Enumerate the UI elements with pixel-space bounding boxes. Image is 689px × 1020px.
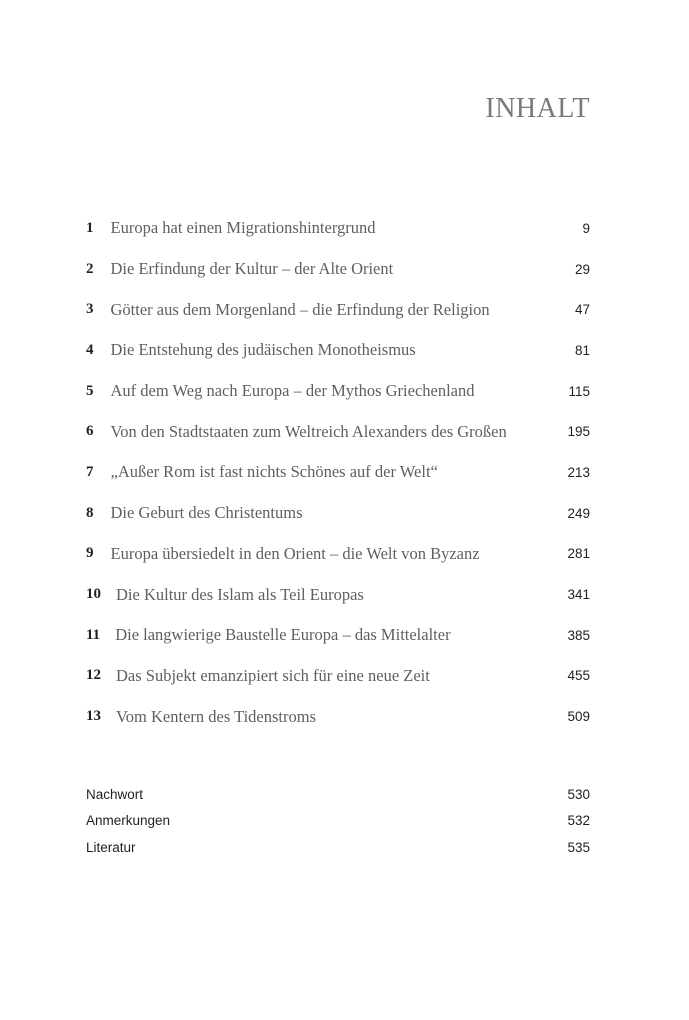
appendix-list bbox=[86, 781, 590, 861]
chapter-entry[interactable] bbox=[86, 615, 590, 656]
chapter-title: Götter aus dem Morgenland – die Erfindung der Religion bbox=[110, 299, 490, 319]
chapter-number: 10 bbox=[86, 586, 101, 603]
chapter-number: 3 bbox=[86, 301, 94, 318]
appendix-page-number: 532 bbox=[567, 813, 590, 829]
chapter-entry[interactable] bbox=[86, 330, 590, 371]
chapter-title: Das Subjekt emanzipiert sich für eine neue Zeit bbox=[116, 665, 430, 685]
chapter-page-number: 81 bbox=[574, 342, 590, 358]
chapter-title: Von den Stadtstaaten zum Weltreich Alexanders des Großen bbox=[110, 421, 507, 441]
chapter-number: 1 bbox=[86, 219, 94, 236]
chapter-entry[interactable] bbox=[86, 289, 590, 330]
appendix-entry[interactable] bbox=[86, 834, 590, 861]
chapter-title: Die Erfindung der Kultur – der Alte Orient bbox=[110, 259, 394, 279]
page-title: INHALT bbox=[485, 93, 590, 124]
chapter-entry[interactable] bbox=[86, 534, 590, 575]
chapter-entry[interactable] bbox=[86, 574, 590, 615]
chapter-page-number: 341 bbox=[567, 587, 590, 603]
chapter-list bbox=[86, 208, 590, 737]
chapter-page-number: 195 bbox=[567, 424, 590, 440]
chapter-title: Die Kultur des Islam als Teil Europas bbox=[116, 584, 364, 604]
chapter-title: Vom Kentern des Tidenstroms bbox=[116, 706, 316, 726]
appendix-label: Literatur bbox=[86, 839, 136, 855]
chapter-number: 9 bbox=[86, 545, 94, 562]
chapter-title: Europa hat einen Migrationshintergrund bbox=[110, 218, 376, 238]
chapter-number: 5 bbox=[86, 382, 94, 399]
chapter-page-number: 281 bbox=[567, 546, 590, 562]
chapter-entry[interactable] bbox=[86, 208, 590, 249]
chapter-number: 12 bbox=[86, 667, 101, 684]
chapter-page-number: 9 bbox=[582, 220, 590, 236]
chapter-number: 6 bbox=[86, 423, 94, 440]
chapter-number: 2 bbox=[86, 260, 94, 277]
chapter-number: 11 bbox=[86, 626, 101, 643]
chapter-entry[interactable] bbox=[86, 249, 590, 290]
chapter-page-number: 115 bbox=[568, 383, 590, 399]
chapter-number: 13 bbox=[86, 708, 101, 725]
appendix-label: Nachwort bbox=[86, 786, 144, 802]
chapter-page-number: 29 bbox=[574, 261, 590, 277]
chapter-page-number: 385 bbox=[567, 627, 590, 643]
chapter-title: „Außer Rom ist fast nichts Schönes auf der Welt“ bbox=[110, 462, 438, 482]
chapter-page-number: 249 bbox=[567, 505, 590, 521]
appendix-entry[interactable] bbox=[86, 808, 590, 835]
chapter-page-number: 509 bbox=[567, 709, 590, 725]
chapter-page-number: 47 bbox=[574, 302, 590, 318]
chapter-number: 4 bbox=[86, 341, 94, 358]
chapter-entry[interactable] bbox=[86, 493, 590, 534]
chapter-page-number: 213 bbox=[567, 464, 590, 480]
chapter-title: Die Geburt des Christentums bbox=[110, 503, 303, 523]
chapter-page-number: 455 bbox=[567, 668, 590, 684]
chapter-entry[interactable] bbox=[86, 452, 590, 493]
chapter-entry[interactable] bbox=[86, 371, 590, 412]
chapter-title: Die langwierige Baustelle Europa – das Mittelalter bbox=[115, 625, 451, 645]
chapter-title: Europa übersiedelt in den Orient – die Welt von Byzanz bbox=[110, 543, 480, 563]
chapter-entry[interactable] bbox=[86, 656, 590, 697]
chapter-title: Auf dem Weg nach Europa – der Mythos Griechenland bbox=[110, 381, 475, 401]
chapter-title: Die Entstehung des judäischen Monotheismus bbox=[110, 340, 416, 360]
appendix-page-number: 535 bbox=[567, 839, 590, 855]
chapter-entry[interactable] bbox=[86, 696, 590, 737]
appendix-entry[interactable] bbox=[86, 781, 590, 808]
appendix-label: Anmerkungen bbox=[86, 813, 171, 829]
chapter-entry[interactable] bbox=[86, 411, 590, 452]
appendix-page-number: 530 bbox=[567, 786, 590, 802]
chapter-number: 7 bbox=[86, 463, 94, 480]
chapter-number: 8 bbox=[86, 504, 94, 521]
